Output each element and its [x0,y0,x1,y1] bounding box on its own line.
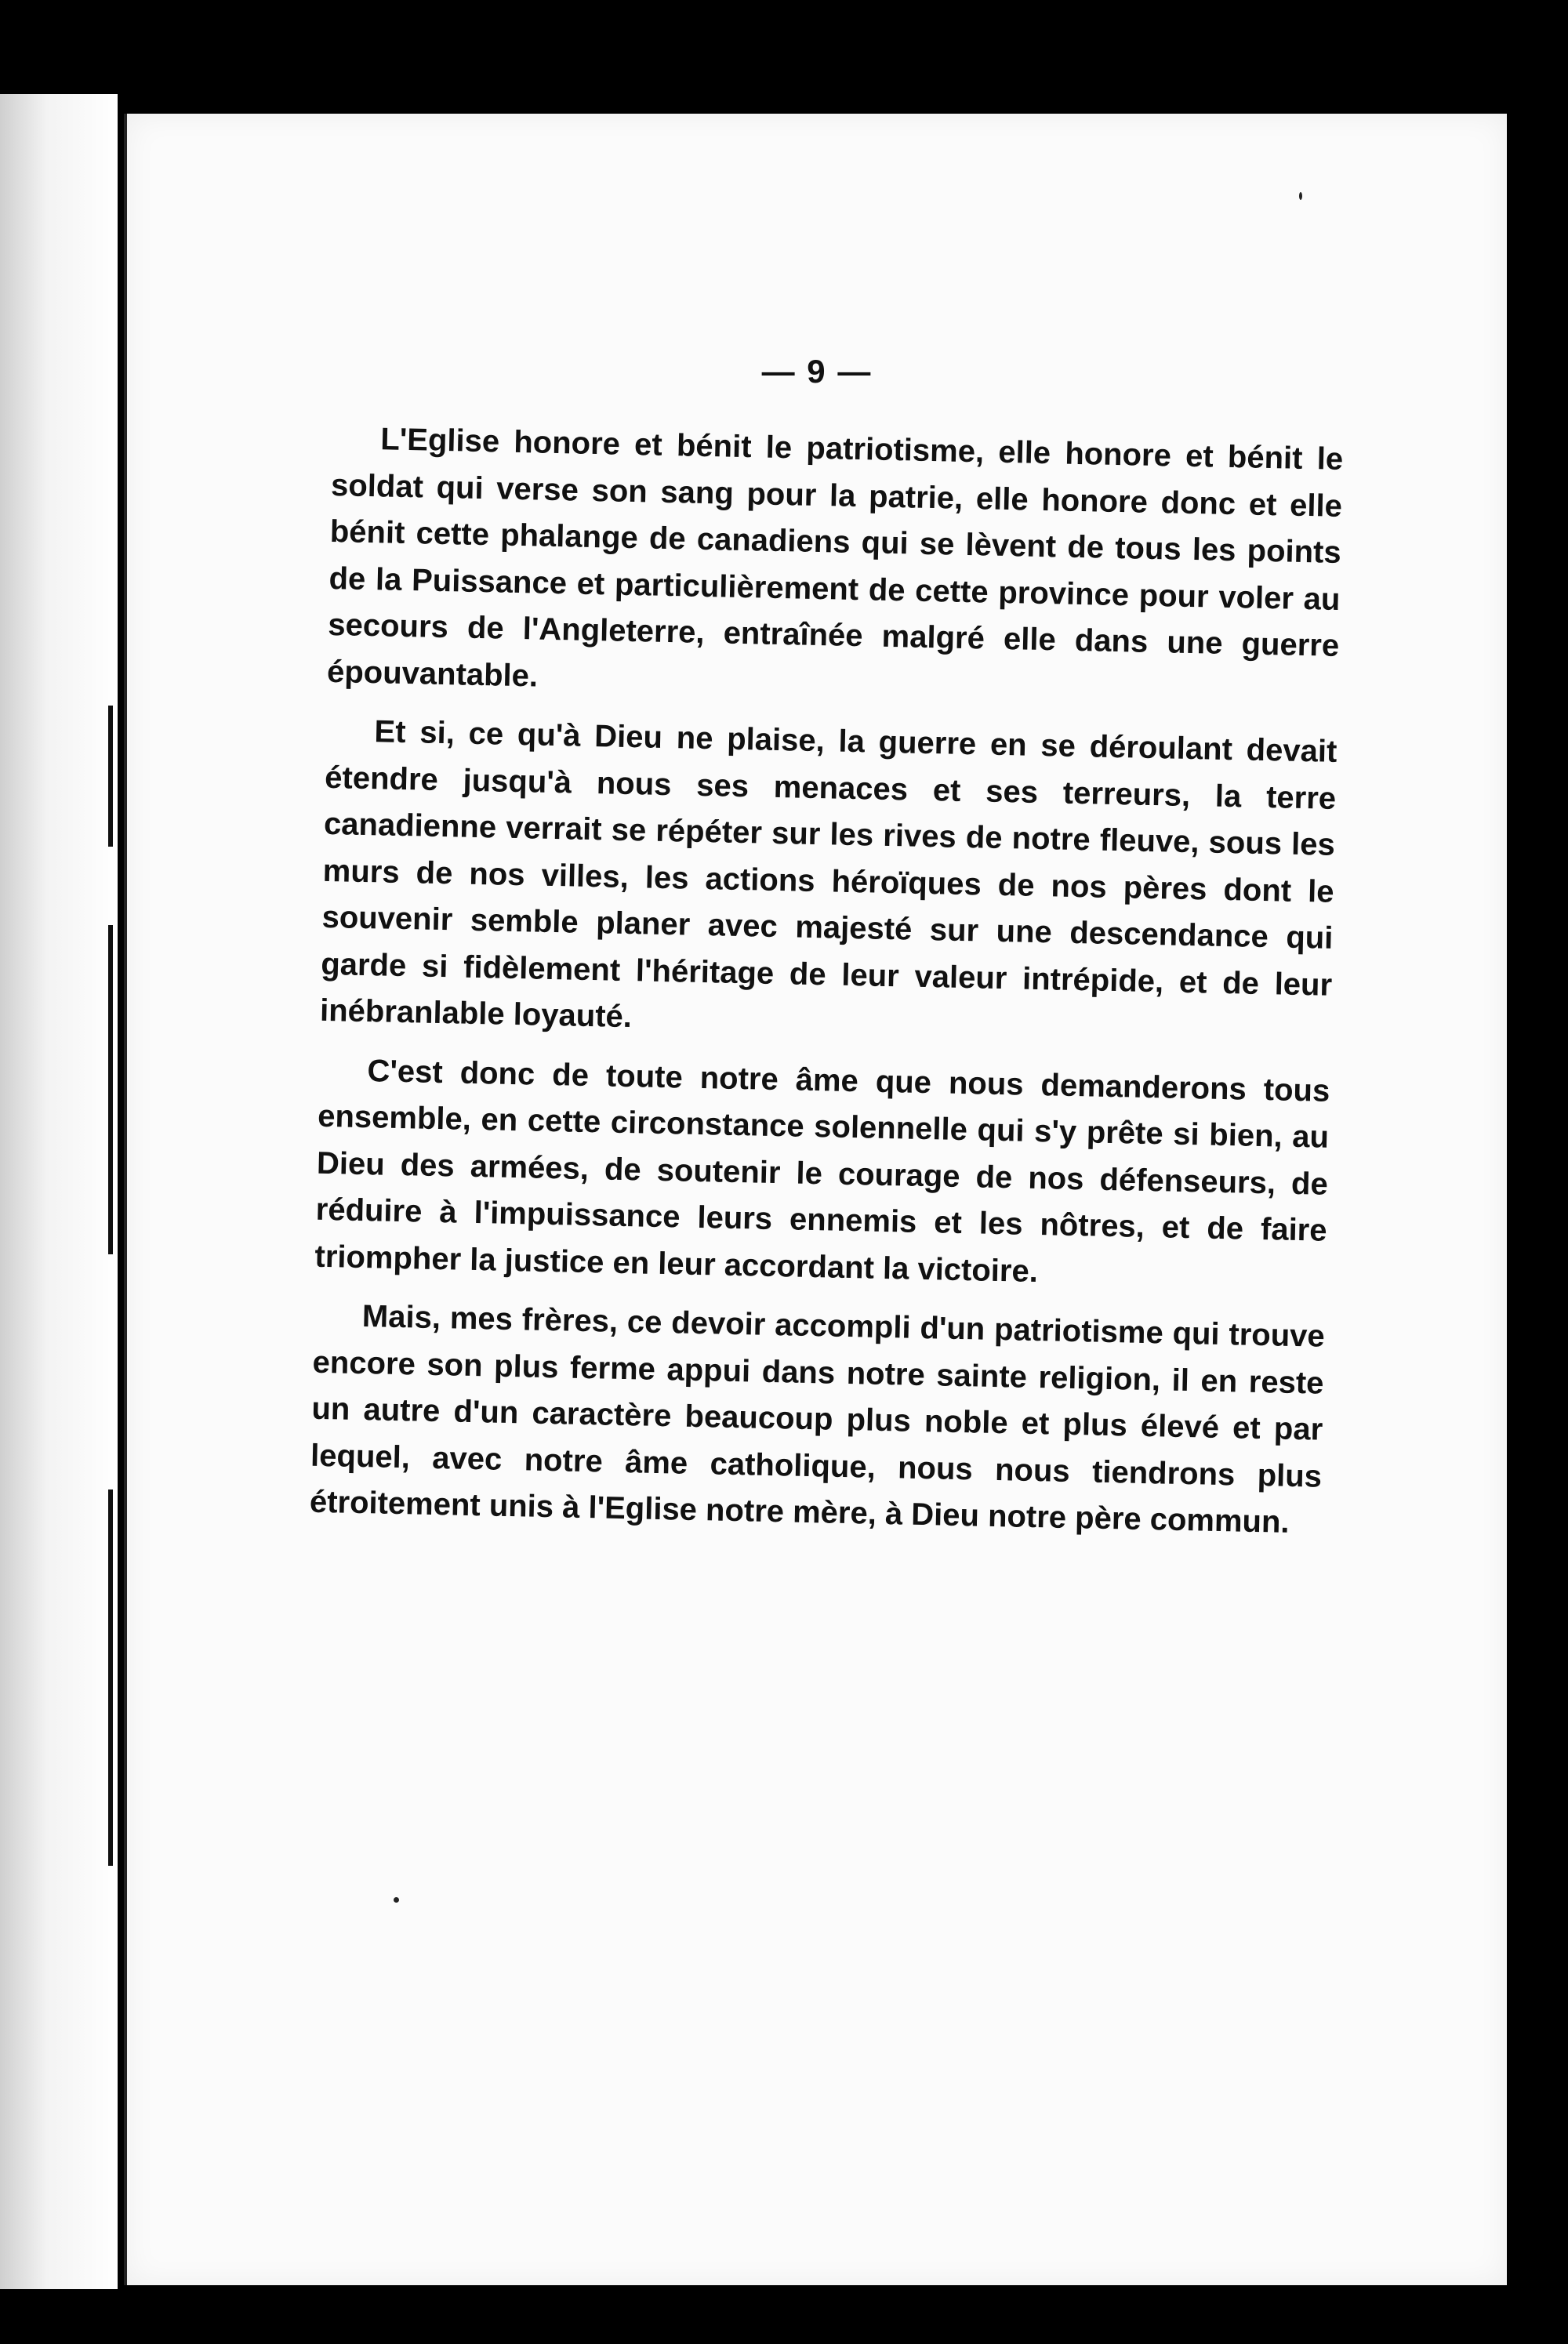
page-number: — 9 — [761,353,873,390]
paragraph: C'est donc de toute notre âme que nous demanderons tous ensemble, en cette circonstance solennelle qui s'y prête si bien, au Dieu des armées, de soutenir le courage de nos défenseurs, de réduire à l'impuissance leurs ennemis et les nôtres, et de faire triompher la justice en leur accordant la victoire. [314,1053,1330,1289]
page-edge-mark [108,706,113,847]
paragraph: Mais, mes frères, ce devoir accompli d'un patriotisme qui trouve encore son plus ferme appui dans notre sainte religion, il en reste un autre d'un caractère beaucoup plus noble et plus élevé et par lequel, avec notre âme catholique, nous nous tiendrons plus étroitement unis à l'Eglise notre mère, à Dieu notre père commun. [309,1299,1326,1540]
body-text [309,415,1344,1559]
document-page [124,114,1507,2285]
paragraph: Et si, ce qu'à Dieu ne plaise, la guerre en se déroulant devait étendre jusqu'à nous ses menaces et ses terreurs, la terre canadienne verrait se répéter sur les rives de notre fleuve, sous les murs de nos villes, les actions héroïques de nos pères dont le souvenir semble planer avec majesté sur une descendance qui garde si fidèlement l'héritage de leur valeur intrépide, et de leur inébranlable loyauté. [319,714,1338,1035]
paragraph: L'Eglise honore et bénit le patriotisme, elle honore et bénit le soldat qui verse son sang pour la patrie, elle honore donc et elle bénit cette phalange de canadiens qui se lèvent de tous les points de la Puissance et particulièrement de cette province pour voler au secours de l'Angleterre, entraînée malgré elle dans une guerre épouvantable. [326,422,1344,694]
ink-speck [1299,192,1302,200]
adjacent-page-edge [0,94,118,2289]
page-edge-mark [108,925,113,1254]
page-edge-mark [108,1646,113,1866]
ink-speck [394,1897,399,1903]
